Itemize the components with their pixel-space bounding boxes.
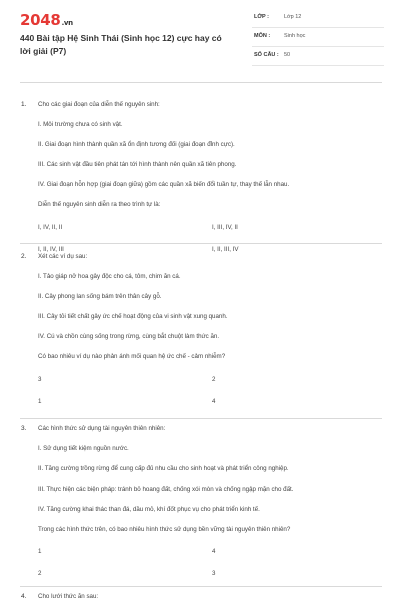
- answer-option-d[interactable]: 4: [212, 398, 216, 405]
- meta-label: SỐ CÂU :: [254, 52, 279, 58]
- question-text: Xét các ví dụ sau:: [38, 253, 88, 260]
- answer-option-c[interactable]: 2: [38, 570, 42, 577]
- logo-text: 2048: [20, 11, 61, 29]
- question-statement: IV. Tăng cường khai thác than đá, dầu mỏ, khí đốt phục vụ cho phát triển kinh tế.: [38, 506, 260, 513]
- question-number: 1.: [21, 101, 27, 108]
- question-statement: III. Thực hiện các biện pháp: tránh bỏ hoang đất, chống xói mòn và chống ngập mặn cho đất.: [38, 486, 294, 493]
- site-logo[interactable]: [20, 11, 73, 29]
- question-statement: II. Giai đoạn hình thành quần xã ổn định tương đối (giai đoạn đỉnh cực).: [38, 141, 235, 148]
- meta-value: 50: [284, 52, 291, 58]
- question-number: 4.: [21, 593, 27, 600]
- question-prompt: Diễn thế nguyên sinh diễn ra theo trình tự là:: [38, 201, 161, 208]
- question-number: 3.: [21, 425, 27, 432]
- meta-value: Lớp 12: [284, 14, 302, 20]
- document-header: [0, 0, 400, 82]
- question-statement: III. Cây tỏi tiết chất gây ức chế hoạt động của vi sinh vật xung quanh.: [38, 313, 228, 320]
- question-statement: I. Tảo giáp nở hoa gây độc cho cá, tôm, chim ăn cá.: [38, 273, 181, 280]
- meta-label: LỚP :: [254, 14, 269, 20]
- answer-option-c[interactable]: 1: [38, 398, 42, 405]
- question-prompt: Có bao nhiêu ví dụ nào phản ánh mối quan hệ ức chế - cảm nhiễm?: [38, 353, 226, 360]
- answer-option-d[interactable]: 3: [212, 570, 216, 577]
- logo-suffix: .vn: [61, 19, 73, 27]
- meta-row-class: [252, 11, 384, 28]
- question-statement: III. Các sinh vật đầu tiên phát tán tới hình thành nên quần xã tiên phong.: [38, 161, 237, 168]
- question-statement: II. Tăng cường trồng rừng để cung cấp đủ nhu cầu cho sinh hoạt và phát triển công nghiệp.: [38, 465, 289, 472]
- question-statement: I. Sử dụng tiết kiệm nguồn nước.: [38, 445, 129, 452]
- document-meta: [252, 11, 384, 68]
- answer-option-b[interactable]: 4: [212, 548, 216, 555]
- answer-option-a[interactable]: 1: [38, 548, 42, 555]
- answer-option-a[interactable]: 3: [38, 376, 42, 383]
- divider: [20, 586, 382, 587]
- divider: [20, 418, 382, 419]
- question-statement: II. Cây phong lan sống bám trên thân cây gỗ.: [38, 293, 162, 300]
- answer-option-b[interactable]: 2: [212, 376, 216, 383]
- meta-row-subject: [252, 30, 384, 47]
- meta-label: MÔN :: [254, 33, 271, 39]
- question-text: Cho lưới thức ăn sau:: [38, 593, 99, 600]
- question-number: 2.: [21, 253, 27, 260]
- question-statement: IV. Cú và chồn cùng sống trong rừng, cùng bắt chuột làm thức ăn.: [38, 333, 220, 340]
- meta-value: Sinh học: [284, 33, 306, 39]
- question-prompt: Trong các hình thức trên, có bao nhiêu hình thức sử dụng bền vững tài nguyên thiên nhiên?: [38, 526, 291, 533]
- question-text: Các hình thức sử dụng tài nguyên thiên nhiên:: [38, 425, 166, 432]
- divider: [20, 82, 382, 83]
- question-statement: I. Môi trường chưa có sinh vật.: [38, 121, 123, 128]
- answer-option-c[interactable]: I, II, IV, III: [38, 246, 64, 253]
- answer-option-b[interactable]: I, III, IV, II: [212, 224, 238, 231]
- answer-option-a[interactable]: I, IV, II, II: [38, 224, 63, 231]
- meta-row-count: [252, 49, 384, 66]
- document-title: 440 Bài tập Hệ Sinh Thái (Sinh học 12) cực hay có lời giải (P7): [20, 33, 222, 56]
- answer-option-d[interactable]: I, II, III, IV: [212, 246, 239, 253]
- divider: [20, 243, 382, 244]
- question-statement: IV. Giai đoạn hỗn hợp (giai đoạn giữa) gồm các quần xã biến đổi tuần tự, thay thế lẫn nhau.: [38, 181, 290, 188]
- question-text: Cho các giai đoạn của diễn thế nguyên sinh:: [38, 101, 160, 108]
